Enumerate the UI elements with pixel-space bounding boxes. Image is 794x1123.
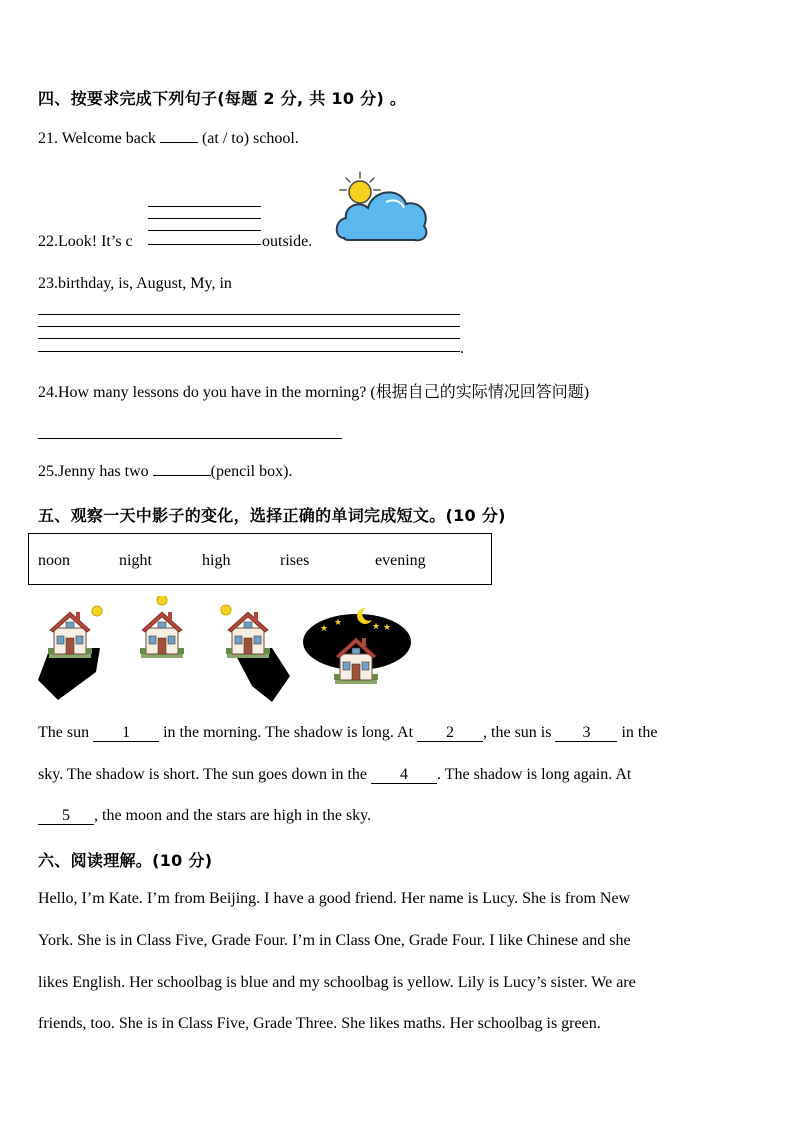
passage-text: The sun bbox=[38, 724, 94, 741]
question-24 bbox=[38, 379, 589, 402]
question-25 bbox=[38, 463, 292, 481]
reading-line-3: likes English. Her schoolbag is blue and my schoolbag is yellow. Lily is Lucy’s sister. We are bbox=[38, 974, 636, 991]
passage-text: , the sun is bbox=[483, 724, 556, 741]
word-bank-box bbox=[28, 533, 492, 585]
q23-guide-line-1 bbox=[38, 314, 460, 315]
q21-number: 21 bbox=[38, 130, 54, 147]
cloudy-weather-icon bbox=[334, 168, 430, 248]
passage-line-3 bbox=[38, 807, 371, 825]
section4-heading: 四、按要求完成下列句子(每题 2 分, 共 10 分) 。 bbox=[38, 89, 407, 108]
passage-text: , the moon and the stars are high in the sky. bbox=[94, 807, 372, 824]
q22-text-b: outside. bbox=[262, 233, 313, 250]
sun-icon bbox=[157, 596, 167, 605]
shadow-change-illustration bbox=[36, 596, 416, 706]
q25-text-b: (pencil box). bbox=[210, 463, 293, 480]
svg-text:★: ★ bbox=[383, 622, 392, 632]
blank-2[interactable]: 2 bbox=[417, 725, 483, 742]
blank-5[interactable]: 5 bbox=[38, 808, 94, 825]
svg-text:★: ★ bbox=[320, 623, 329, 633]
blank-3[interactable]: 3 bbox=[555, 725, 617, 742]
q25-text-a: .Jenny has two bbox=[54, 463, 153, 480]
section6-heading: 六、阅读理解。(10 分) bbox=[38, 851, 213, 870]
svg-text:★: ★ bbox=[334, 617, 343, 627]
question-21 bbox=[38, 130, 299, 148]
question-22 bbox=[38, 233, 133, 251]
section5-heading: 五、观察一天中影子的变化，选择正确的单词完成短文。(10 分) bbox=[38, 506, 506, 525]
blank-4[interactable]: 4 bbox=[371, 767, 437, 784]
reading-line-4: friends, too. She is in Class Five, Grade Three. She likes maths. Her schoolbag is green. bbox=[38, 1015, 601, 1032]
q22-answer-line[interactable] bbox=[148, 244, 261, 245]
q25-number: 25 bbox=[38, 463, 54, 480]
noon-scene bbox=[140, 596, 184, 658]
q21-answer-blank[interactable] bbox=[160, 142, 198, 143]
q23-end-mark: . bbox=[460, 340, 464, 357]
passage-text: in the morning. The shadow is long. At bbox=[159, 724, 418, 741]
reading-line-2: York. She is in Class Five, Grade Four. I’m in Class One, Grade Four. I like Chinese and she bbox=[38, 932, 631, 949]
q22-guide-line-2 bbox=[148, 218, 261, 219]
word-bank-item: rises bbox=[280, 552, 310, 569]
q23-answer-line[interactable] bbox=[38, 351, 460, 352]
passage-text: in the bbox=[617, 724, 658, 741]
passage-text: . The shadow is long again. At bbox=[437, 766, 632, 783]
q24-number: 24 bbox=[38, 384, 54, 401]
word-bank-item: high bbox=[202, 552, 231, 569]
reading-line-1: Hello, I’m Kate. I’m from Beijing. I have a good friend. Her name is Lucy. She is from New bbox=[38, 890, 631, 907]
sun-icon bbox=[92, 606, 102, 616]
q23-guide-line-2 bbox=[38, 326, 460, 327]
word-bank-item: evening bbox=[375, 552, 426, 569]
svg-text:★: ★ bbox=[372, 621, 381, 631]
q23-number: 23 bbox=[38, 275, 54, 292]
q24-answer-line[interactable] bbox=[38, 438, 342, 439]
night-scene bbox=[303, 608, 411, 684]
passage-line-2 bbox=[38, 766, 631, 784]
q24-text: .How many lessons do you have in the morning? (根据自己的实际情况回答问题) bbox=[54, 384, 590, 401]
q21-text-a: . Welcome back bbox=[54, 130, 160, 147]
q22-guide-line-1 bbox=[148, 206, 261, 207]
q22-text-a: .Look! It’s c bbox=[54, 233, 133, 250]
word-bank-item: noon bbox=[38, 552, 70, 569]
q22-guide-line-3 bbox=[148, 230, 261, 231]
q23-text: .birthday, is, August, My, in bbox=[54, 275, 232, 292]
q21-text-b: (at / to) school. bbox=[197, 130, 299, 147]
q22-number: 22 bbox=[38, 233, 54, 250]
word-bank-item: night bbox=[119, 552, 152, 569]
passage-text: sky. The shadow is short. The sun goes down in the bbox=[38, 766, 372, 783]
blank-1[interactable]: 1 bbox=[93, 725, 159, 742]
q25-answer-blank[interactable] bbox=[153, 475, 211, 476]
afternoon-scene bbox=[221, 605, 290, 702]
morning-scene bbox=[38, 606, 102, 700]
sun-icon bbox=[221, 605, 231, 615]
q23-guide-line-3 bbox=[38, 338, 460, 339]
passage-line-1 bbox=[38, 724, 657, 742]
question-23 bbox=[38, 275, 232, 293]
